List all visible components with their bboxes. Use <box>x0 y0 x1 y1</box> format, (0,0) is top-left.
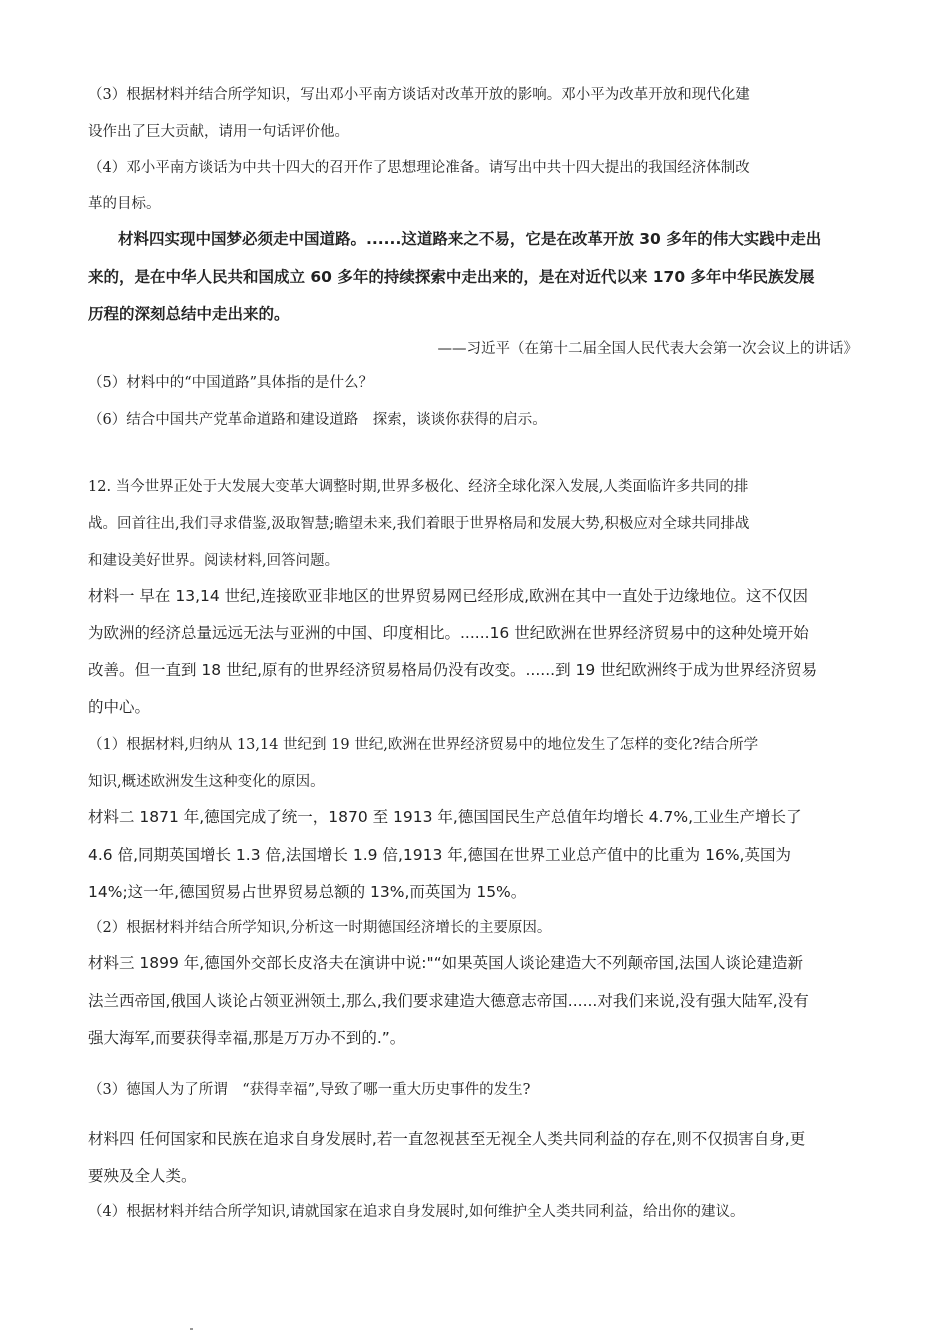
material-3-line-2: 法兰西帝国,俄国人谈论占领亚洲领土,那么,我们要求建造大德意志帝国......对我们来说,没有强大陆军,没有 <box>88 992 809 1010</box>
sub-question-4: （4）根据材料并结合所学知识,请就国家在追求自身发展时,如何维护全人类共同利益，给出你的建议。 <box>88 1204 745 1220</box>
question-6: （6）结合中国共产党革命道路和建设道路 探索，谈谈你获得的启示。 <box>88 412 547 428</box>
sub-question-3: （3）德国人为了所谓 “获得幸福”,导致了哪一重大历史事件的发生? <box>88 1082 531 1098</box>
question-5: （5）材料中的“中国道路”具体指的是什么？ <box>88 375 374 391</box>
material-4-line-1: 材料四实现中国梦必须走中国道路。......这道路来之不易，它是在改革开放 30 多年的伟大实践中走出 <box>118 230 822 248</box>
material-2-line-3: 14%;这一年,德国贸易占世界贸易总额的 13%,而英国为 15%。 <box>88 883 527 901</box>
sub-question-1-line-2: 知识,概述欧洲发生这种变化的原因。 <box>88 774 325 790</box>
material-2-line-1: 材料二 1871 年,德国完成了统一，1870 至 1913 年,德国国民生产总值年均增长 4.7%,工业生产增长了 <box>88 808 802 826</box>
question-12-line-1: 12. 当今世界正处于大发展大变革大调整时期,世界多极化、经济全球化深入发展,人类面临许多共同的排 <box>88 479 749 495</box>
question-4-line-1: （4）邓小平南方谈话为中共十四大的召开作了思想理论准备。请写出中共十四大提出的我国经济体制改 <box>88 160 750 176</box>
question-12-line-2: 战。回首往出,我们寻求借鉴,汲取智慧;瞻望未来,我们着眼于世界格局和发展大势,积极应对全球共同排战 <box>88 516 750 532</box>
material-4-line-3: 历程的深刻总结中走出来的。 <box>88 305 290 323</box>
question-4-line-2: 革的目标。 <box>88 196 161 212</box>
material-1-line-2: 为欧洲的经济总量远远无法与亚洲的中国、印度相比。......16 世纪欧洲在世界经济贸易中的这种处境开始 <box>88 624 809 642</box>
sub-question-2: （2）根据材料并结合所学知识,分析这一时期德国经济增长的主要原因。 <box>88 920 552 936</box>
material-1-line-1: 材料一 早在 13,14 世纪,连接欧亚非地区的世界贸易网已经形成,欧洲在其中一直处于边缘地位。这不仅因 <box>88 587 809 605</box>
quote-source: ——习近平（在第十二届全国人民代表大会第一次会议上的讲话》 <box>437 341 858 357</box>
material-4b-line-2: 要殃及全人类。 <box>88 1167 197 1185</box>
question-12-line-3: 和建设美好世界。阅读材料,回答问题。 <box>88 553 340 569</box>
material-2-line-2: 4.6 倍,同期英国增长 1.3 倍,法国增长 1.9 倍,1913 年,德国在世界工业总产值中的比重为 16%,英国为 <box>88 846 791 864</box>
material-4-line-2: 来的，是在中华人民共和国成立 60 多年的持续探索中走出来的，是在对近代以来 170 多年中华民族发展 <box>88 268 815 286</box>
question-3-line-2: 设作出了巨大贡献，请用一句话评价他。 <box>88 124 349 140</box>
question-3-line-1: （3）根据材料并结合所学知识，写出邓小平南方谈话对改革开放的影响。邓小平为改革开放和现代化建 <box>88 87 750 103</box>
material-1-line-3: 改善。但一直到 18 世纪,原有的世界经济贸易格局仍没有改变。......到 19 世纪欧洲终于成为世界经济贸易 <box>88 661 818 679</box>
material-3-line-1: 材料三 1899 年,德国外交部长皮洛夫在演讲中说:"“如果英国人谈论建造大不列颠帝国,法国人谈论建造新 <box>88 954 804 972</box>
material-4b-line-1: 材料四 任何国家和民族在追求自身发展时,若一直忽视甚至无视全人类共同利益的存在,则不仅损害自身,更 <box>88 1130 806 1148</box>
material-3-line-3: 强大海军,而要获得幸福,那是万万办不到的.”。 <box>88 1029 406 1047</box>
sub-question-1-line-1: （1）根据材料,归纳从 13,14 世纪到 19 世纪,欧洲在世界经济贸易中的地位发生了怎样的变化?结合所学 <box>88 737 759 753</box>
material-1-line-4: 的中心。 <box>88 698 151 716</box>
footer-mark <box>190 1328 193 1330</box>
